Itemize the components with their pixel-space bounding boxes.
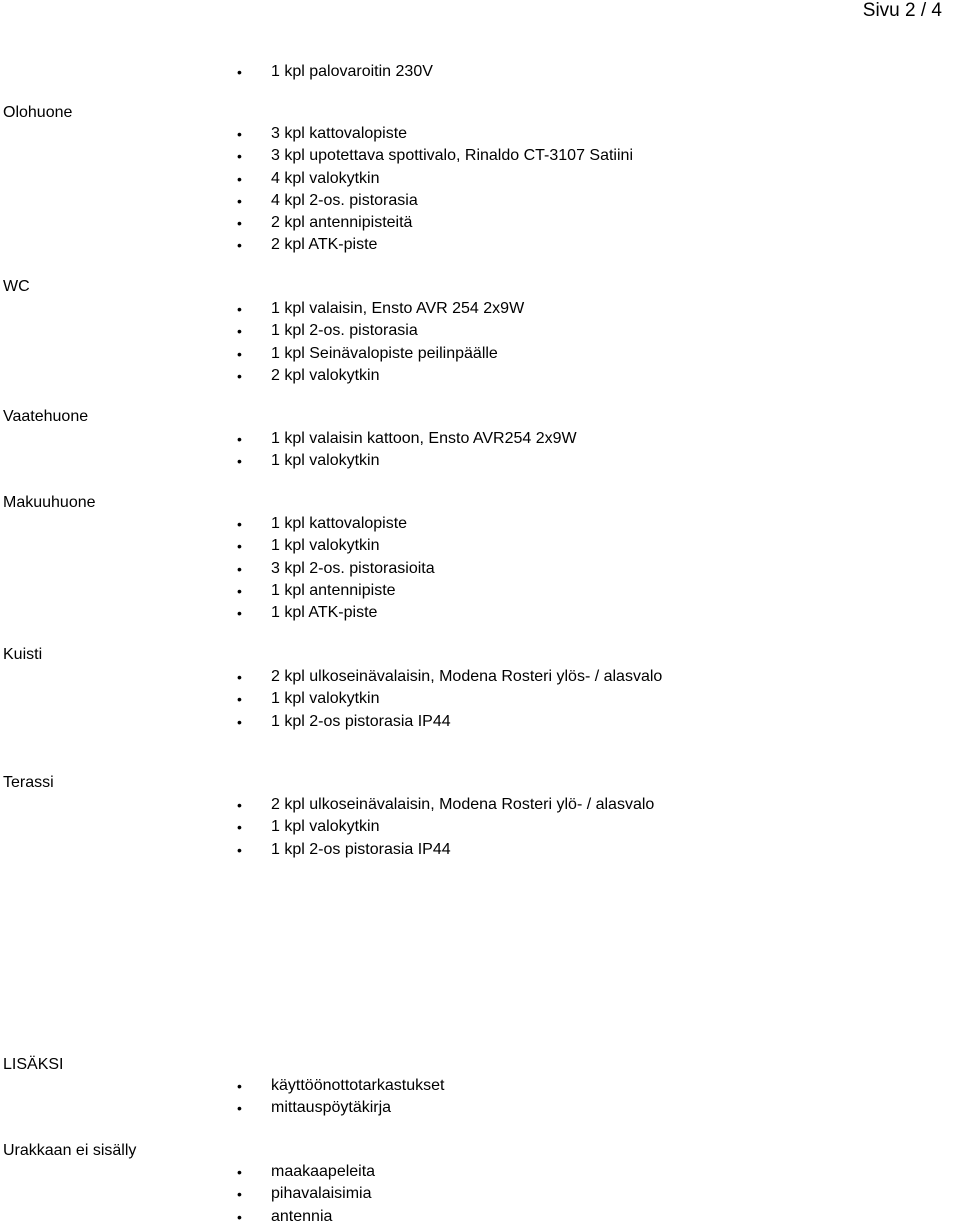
bullet-icon: • [237,841,242,858]
bullet-icon: • [237,148,242,165]
bullet-icon: • [237,367,242,384]
list-item [237,602,435,624]
bullet-icon: • [237,1164,242,1180]
list-olohuone [237,123,633,257]
bullet-icon: • [237,1078,242,1094]
list-item [237,123,633,145]
bullet-icon: • [237,301,242,317]
list-item [237,1183,375,1205]
list-item-text: 2 kpl ulkoseinävalaisin, Modena Rosteri ylö- / alasvalo [271,796,655,813]
bullet-icon: • [237,605,242,622]
list-item [237,234,633,256]
list-intro [237,61,433,83]
list-item [237,1097,444,1119]
bullet-icon: • [237,819,242,836]
list-item [237,839,654,861]
section-label-terassi: Terassi [3,774,54,791]
section-label-urakkaan-ei-sisally: Urakkaan ei sisälly [3,1142,137,1159]
list-item-text: 4 kpl 2-os. pistorasia [271,191,418,209]
list-item [237,1206,375,1228]
bullet-icon: • [237,431,242,447]
page-number: Sivu 2 / 4 [862,0,942,21]
list-item-text: käyttöönottotarkastukset [271,1077,445,1094]
list-item [237,513,435,535]
list-item-text: 2 kpl antennipisteitä [271,214,413,232]
bullet-icon: • [237,453,242,470]
bullet-icon: • [237,713,242,730]
section-label-kuisti: Kuisti [3,646,43,663]
list-item-text: 1 kpl valokytkin [271,537,380,555]
list-item [237,688,662,710]
list-item-text: 1 kpl valaisin kattoon, Ensto AVR254 2x9W [271,430,577,447]
list-item-text: 1 kpl ATK-piste [271,604,378,622]
list-item [237,666,662,688]
list-item [237,428,577,450]
list-item-text: 3 kpl 2-os. pistorasioita [271,559,435,577]
section-label-vaatehuone: Vaatehuone [3,408,89,425]
bullet-icon: • [237,691,242,708]
bullet-icon: • [237,1208,242,1225]
list-item [237,365,524,387]
section-label-wc: WC [3,278,30,295]
bullet-icon: • [237,516,242,532]
list-wc [237,298,524,387]
list-item-text: 1 kpl valokytkin [271,818,380,836]
list-item [237,580,435,602]
list-item-text: pihavalaisimia [271,1185,372,1203]
list-item [237,1075,444,1097]
list-item-text: 1 kpl valaisin, Ensto AVR 254 2x9W [271,300,525,317]
bullet-icon: • [237,64,242,80]
list-item [237,711,662,733]
list-item-text: 2 kpl valokytkin [271,366,380,384]
page-header [0,0,960,22]
list-item-text: maakaapeleita [271,1163,376,1180]
bullet-icon: • [237,323,242,340]
bullet-icon: • [237,1100,242,1117]
bullet-icon: • [237,538,242,555]
list-item-text: 1 kpl 2-os pistorasia IP44 [271,840,451,858]
list-item [237,145,633,167]
list-item [237,343,524,365]
list-urakkaan-ei-sisally [237,1161,375,1228]
list-terassi [237,794,654,861]
list-lisaksi [237,1075,444,1120]
list-kuisti [237,666,662,733]
list-item [237,1161,375,1183]
list-item-text: 1 kpl Seinävalopiste peilinpäälle [271,344,498,362]
bullet-icon: • [237,582,242,599]
bullet-icon: • [237,170,242,187]
list-item-text: 1 kpl antennipiste [271,581,396,599]
section-label-makuuhuone: Makuuhuone [3,494,96,511]
list-item-text: 1 kpl kattovalopiste [271,515,408,532]
list-item [237,558,435,580]
section-label-lisaksi: LISÄKSI [3,1056,64,1073]
list-item [237,212,633,234]
bullet-icon: • [237,126,242,142]
list-item-text: 4 kpl valokytkin [271,169,380,187]
list-item-text: 3 kpl kattovalopiste [271,125,408,142]
bullet-icon: • [237,215,242,232]
list-item [237,190,633,212]
list-item-text: 1 kpl 2-os. pistorasia [271,322,418,340]
list-item [237,61,433,83]
list-item [237,298,524,320]
list-item-text: 3 kpl upotettava spottivalo, Rinaldo CT-3107 Satiini [271,147,633,165]
bullet-icon: • [237,560,242,577]
list-item-text: 1 kpl valokytkin [271,452,380,470]
bullet-icon: • [237,237,242,254]
bullet-icon: • [237,345,242,362]
list-item [237,450,577,472]
list-item [237,794,654,816]
list-item-text: 1 kpl palovaroitin 230V [271,63,433,80]
section-label-olohuone: Olohuone [3,104,73,121]
list-item-text: 2 kpl ulkoseinävalaisin, Modena Rosteri ylös- / alasvalo [271,668,663,685]
bullet-icon: • [237,192,242,209]
list-item-text: 2 kpl ATK-piste [271,236,378,254]
list-item [237,535,435,557]
list-item [237,320,524,342]
bullet-icon: • [237,797,242,813]
list-item-text: mittauspöytäkirja [271,1099,392,1117]
list-item [237,168,633,190]
bullet-icon: • [237,1186,242,1203]
list-item [237,816,654,838]
list-makuuhuone [237,513,435,624]
bullet-icon: • [237,669,242,685]
list-item-text: antennia [271,1207,333,1225]
list-item-text: 1 kpl valokytkin [271,690,380,708]
list-vaatehuone [237,428,577,473]
list-item-text: 1 kpl 2-os pistorasia IP44 [271,712,451,730]
